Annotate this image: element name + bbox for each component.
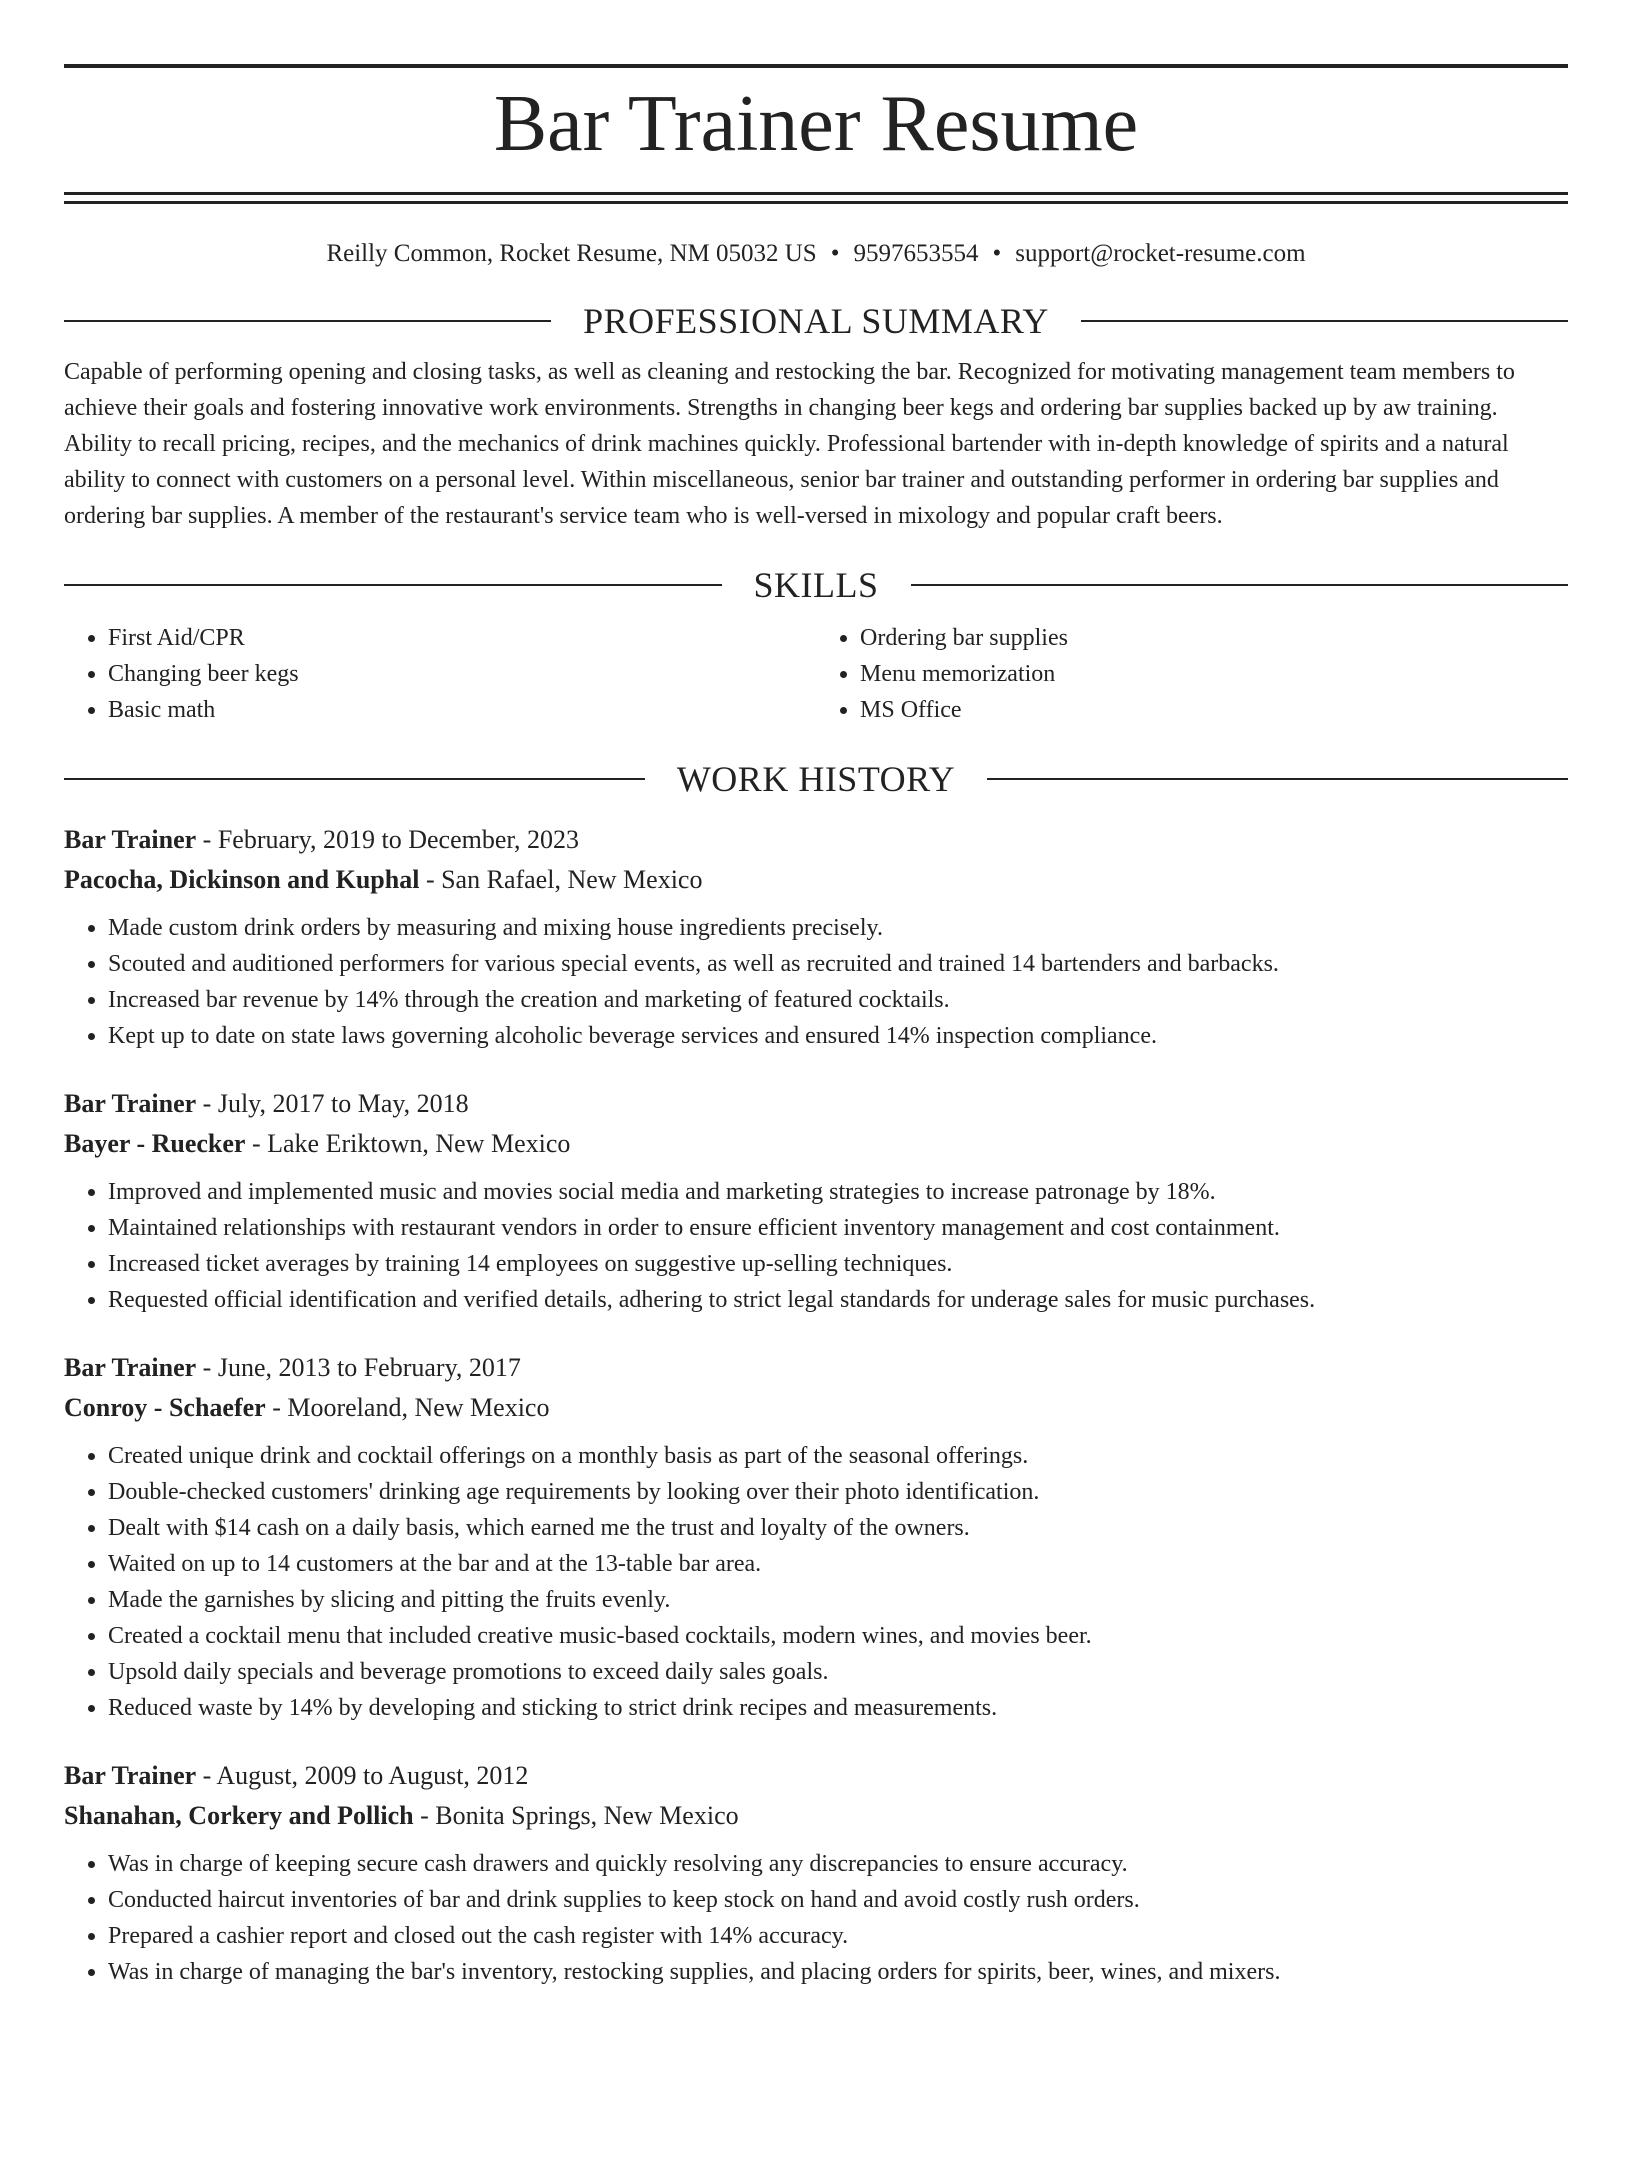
job-bullet: • Double-checked customers' drinking age requirements by looking over their photo identification. (108, 1474, 1568, 1510)
job-bullet: • Kept up to date on state laws governing alcoholic beverage services and ensured 14% inspection compliance. (108, 1018, 1568, 1054)
contact-separator: • (992, 240, 1002, 267)
work-section-heading (64, 758, 1568, 800)
job-title-line (64, 1084, 1568, 1124)
job-location: - Mooreland, New Mexico (265, 1393, 550, 1422)
heading-rule-right (911, 584, 1569, 586)
job-bullet: • Increased ticket averages by training 14 employees on suggestive up-selling techniques. (108, 1246, 1568, 1282)
job-bullet: • Reduced waste by 14% by developing and sticking to strict drink recipes and measurements. (108, 1690, 1568, 1726)
job-bullet: • Made custom drink orders by measuring and mixing house ingredients precisely. (108, 910, 1568, 946)
job-bullet: • Prepared a cashier report and closed out the cash register with 14% accuracy. (108, 1918, 1568, 1954)
job-company: Shanahan, Corkery and Pollich (64, 1801, 414, 1830)
job-bullet: • Dealt with $14 cash on a daily basis, which earned me the trust and loyalty of the owners. (108, 1510, 1568, 1546)
skill-item: • Basic math (108, 692, 816, 728)
job-dates: - July, 2017 to May, 2018 (196, 1089, 469, 1118)
contact-line (64, 238, 1568, 270)
skills-section-heading (64, 564, 1568, 606)
job-entry (64, 820, 1568, 1054)
job-entry (64, 1084, 1568, 1318)
job-dates: - June, 2013 to February, 2017 (196, 1353, 521, 1382)
contact-address: Reilly Common, Rocket Resume, NM 05032 US (326, 240, 817, 267)
skill-item: • Ordering bar supplies (860, 620, 1568, 656)
job-bullet: • Increased bar revenue by 14% through the creation and marketing of featured cocktails. (108, 982, 1568, 1018)
job-bullet: • Scouted and auditioned performers for various special events, as well as recruited and trained 14 bartenders and barbacks. (108, 946, 1568, 982)
contact-email: support@rocket-resume.com (1015, 240, 1306, 267)
job-bullet: • Was in charge of managing the bar's inventory, restocking supplies, and placing orders for spirits, beer, wines, and mixers. (108, 1954, 1568, 1990)
job-bullet: • Maintained relationships with restaurant vendors in order to ensure efficient inventory management and cost containment. (108, 1210, 1568, 1246)
job-bullet: • Improved and implemented music and movies social media and marketing strategies to increase patronage by 18%. (108, 1174, 1568, 1210)
job-location: - Bonita Springs, New Mexico (413, 1801, 739, 1830)
job-entry (64, 1756, 1568, 1990)
job-title-line (64, 820, 1568, 860)
job-dates: - February, 2019 to December, 2023 (196, 825, 579, 854)
skills-column-right (816, 620, 1568, 728)
job-title: Bar Trainer (64, 1353, 197, 1382)
job-bullet: • Created unique drink and cocktail offerings on a monthly basis as part of the seasonal offerings. (108, 1438, 1568, 1474)
job-company-line (64, 1124, 1568, 1164)
contact-separator: • (830, 240, 840, 267)
skill-item: • Changing beer kegs (108, 656, 816, 692)
top-rule (64, 64, 1568, 68)
job-title: Bar Trainer (64, 1089, 197, 1118)
job-bullets (64, 1174, 1568, 1318)
skill-item: • MS Office (860, 692, 1568, 728)
job-bullet: • Created a cocktail menu that included creative music-based cocktails, modern wines, and movies beer. (108, 1618, 1568, 1654)
job-bullet: • Conducted haircut inventories of bar and drink supplies to keep stock on hand and avoid costly rush orders. (108, 1882, 1568, 1918)
job-bullets (64, 910, 1568, 1054)
heading-rule-right (987, 778, 1568, 780)
job-location: - San Rafael, New Mexico (419, 865, 703, 894)
heading-rule-right (1081, 320, 1568, 322)
job-bullet: • Was in charge of keeping secure cash drawers and quickly resolving any discrepancies to ensure accuracy. (108, 1846, 1568, 1882)
summary-text: Capable of performing opening and closing tasks, as well as cleaning and restocking the bar. Recognized for motivating management team members to achieve their goals and fostering innovative work environments. Strengths in changing beer kegs and ordering bar supplies backed up by aw training. Ability to recall pricing, recipes, and the mechanics of drink machines quickly. Professional bartender with in-depth knowledge of spirits and a natural ability to connect with customers on a personal level. Within miscellaneous, senior bar trainer and outstanding performer in ordering bar supplies and ordering bar supplies. A member of the restaurant's service team who is well-versed in mixology and popular craft beers. (64, 359, 1515, 529)
job-dates: - August, 2009 to August, 2012 (196, 1761, 529, 1790)
job-entry (64, 1348, 1568, 1726)
job-title-line (64, 1756, 1568, 1796)
resume-page (0, 64, 1632, 2176)
job-title: Bar Trainer (64, 1761, 197, 1790)
work-heading-label: WORK HISTORY (676, 759, 956, 799)
job-company-line (64, 1388, 1568, 1428)
skills-list (64, 620, 1568, 728)
heading-rule-left (64, 584, 722, 586)
job-location: - Lake Eriktown, New Mexico (245, 1129, 571, 1158)
job-company: Pacocha, Dickinson and Kuphal (64, 865, 420, 894)
skill-item: • First Aid/CPR (108, 620, 816, 656)
job-bullet: • Waited on up to 14 customers at the bar and at the 13-table bar area. (108, 1546, 1568, 1582)
contact-phone: 9597653554 (853, 240, 979, 267)
skills-column-left (64, 620, 816, 728)
job-bullet: • Requested official identification and verified details, adhering to strict legal standards for underage sales for music purchases. (108, 1282, 1568, 1318)
job-bullets (64, 1438, 1568, 1726)
job-company-line (64, 1796, 1568, 1836)
summary-heading-label: PROFESSIONAL SUMMARY (583, 301, 1049, 341)
job-company-line (64, 860, 1568, 900)
skill-item: • Menu memorization (860, 656, 1568, 692)
job-title-line (64, 1348, 1568, 1388)
heading-rule-left (64, 320, 551, 322)
summary-section-heading (64, 300, 1568, 342)
job-title: Bar Trainer (64, 825, 197, 854)
job-bullet: • Made the garnishes by slicing and pitting the fruits evenly. (108, 1582, 1568, 1618)
job-company: Conroy - Schaefer (64, 1393, 266, 1422)
resume-title: Bar Trainer Resume (493, 80, 1139, 168)
skills-heading-label: SKILLS (753, 565, 879, 605)
title-double-rule (64, 192, 1568, 204)
job-bullet: • Upsold daily specials and beverage promotions to exceed daily sales goals. (108, 1654, 1568, 1690)
heading-rule-left (64, 778, 645, 780)
job-bullets (64, 1846, 1568, 1990)
job-company: Bayer - Ruecker (64, 1129, 246, 1158)
